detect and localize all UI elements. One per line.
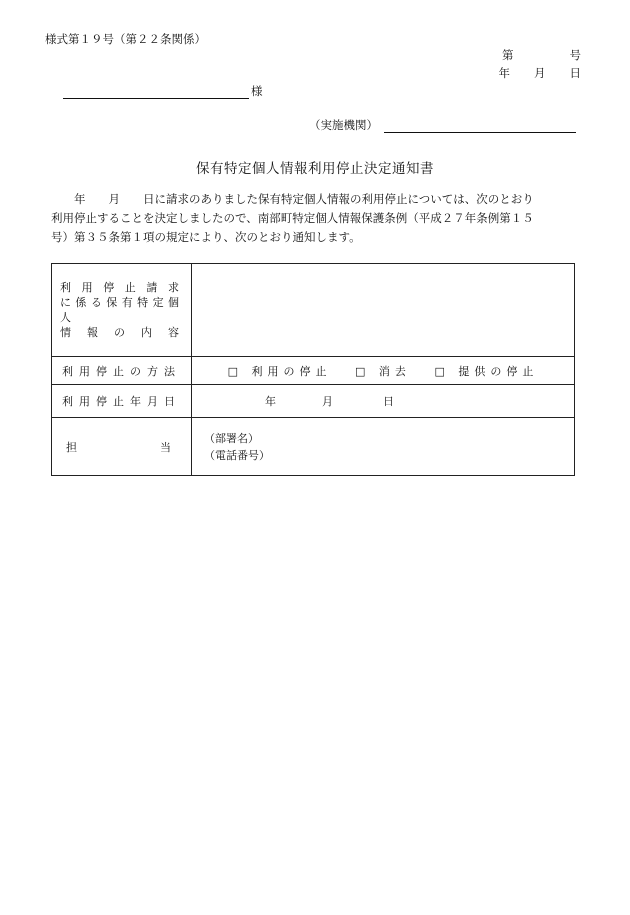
option-provision-stop[interactable]: □ 提供の停止 [434,364,539,378]
table-row [52,357,575,385]
body-paragraph [51,190,581,247]
document-number-line [502,47,581,63]
agency-label: （実施機関） [309,118,378,132]
request-content-label-line: 情報の内容 [60,326,183,339]
option-usage-stop[interactable]: □ 利用の停止 [227,364,332,378]
addressee-underline [63,86,249,99]
stop-date-year: 年 [265,395,276,408]
request-content-value[interactable] [192,264,575,357]
table-row [52,385,575,418]
table-row [52,418,575,476]
addressee-line [63,83,263,99]
body-line-3: 号）第３５条第１項の規定により、次のとおり通知します。 [51,230,361,244]
body-line-1: 年 月 日に請求のありました保有特定個人情報の利用停止については、次のとおり [51,192,534,206]
document-title: 保有特定個人情報利用停止決定通知書 [196,161,434,177]
stop-date-month: 月 [322,395,333,408]
issue-date-line [499,65,582,81]
number-suffix: 号 [569,48,581,62]
contact-label-text: 担当 [66,440,177,454]
stop-date-day: 日 [383,395,394,408]
department-name-field: （部署名） [204,431,259,445]
method-label [52,357,192,385]
agency-line [309,117,576,133]
table-row [52,264,575,357]
addressee-honorific: 様 [251,84,263,98]
body-line-2: 利用停止することを決定しましたので、南部町特定個人情報保護条例（平成２７年条例第１５ [51,211,534,225]
stop-date-label-text: 利用停止年月日 [62,395,181,408]
issue-month: 月 [534,66,546,80]
issue-year: 年 [498,66,510,80]
contact-value[interactable] [192,418,575,476]
issue-day: 日 [569,66,581,80]
agency-underline [384,120,576,133]
option-erasure[interactable]: □ 消去 [355,364,411,378]
request-content-label-line: 利用停止請求 [60,281,183,294]
method-label-text: 利用停止の方法 [62,364,181,378]
request-content-label-line: に係る保有特定個人 [60,296,183,324]
number-prefix: 第 [502,48,514,62]
contact-label [52,418,192,476]
stop-date-label [52,385,192,418]
decision-table [51,263,575,476]
stop-date-value[interactable] [192,385,575,418]
method-options [192,357,575,385]
form-number: 様式第１９号（第２２条関係） [45,32,206,46]
request-content-label [52,264,192,357]
phone-number-field: （電話番号） [204,448,270,462]
